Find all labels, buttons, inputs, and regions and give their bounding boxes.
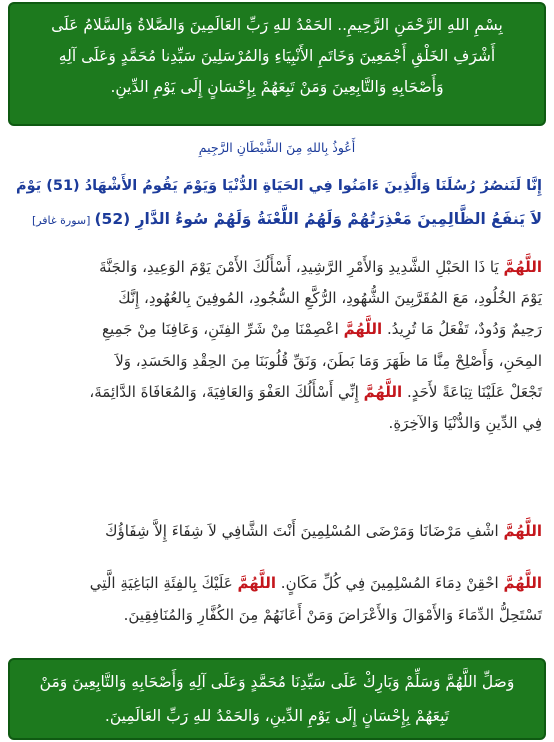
opening-line: أَشْرَفِ الخَلْقِ أَجْمَعِينَ وَخَاتَمِ الأَنْبِيَاءِ وَالمُرْسَلِينَ سَيِّدِنا مُحَمَّدٍ وَعَلَى آلِهِ: [58, 47, 496, 65]
dua-text: رَحِيمٌ وَدُودٌ، تَفْعَلُ مَا تُرِيدُ.: [386, 320, 542, 338]
quran-verse-line: [12, 210, 542, 228]
dua-line: يَوْمَ الخُلُودِ، مَعَ المُقَرَّبِينَ الشُّهُودِ، الرُّكَّعِ السُّجُودِ، المُوفِينَ بِالعُهُودِ، إِنَّكَ: [118, 289, 542, 307]
opening-line: وَأَصْحَابِهِ وَالتَّابِعِينَ وَمَنْ تَبِعَهُمْ بِإِحْسَانٍ إِلَى يَوْمِ الدِّينِ.: [110, 78, 444, 96]
closing-line: تَبِعَهُمْ بِإِحْسَانٍ إِلَى يَوْمِ الدِّينِ، وَالحَمْدُ للهِ رَبِّ العَالَمِينَ.: [104, 707, 450, 725]
dua-text: اعْصِمْنَا مِنْ شَرِّ الفِتَنِ، وَعَافِنَا مِنْ جَمِيعِ: [101, 320, 339, 338]
dua-text: احْقِنْ دِمَاءَ المُسْلِمِينَ فِي كُلِّ مَكَانٍ.: [280, 574, 499, 592]
dua-text: تَجْعَلْ عَلَيْنَا تِبَاعَةً لأَحَدٍ.: [406, 383, 542, 401]
dua-line: [12, 574, 542, 592]
dua-line: [12, 383, 542, 401]
allahumma-word: اللَّهُمَّ: [363, 383, 403, 401]
allahumma-word: اللَّهُمَّ: [343, 320, 383, 338]
quran-verse-text: لاَ يَنفَعُ الظَّالِمِينَ مَعْذِرَتُهُمْ وَلَهُمُ اللَّعْنَةُ وَلَهُمْ سُوءُ الدَّارِ (52): [94, 210, 542, 228]
surah-reference: [سورة غافر]: [31, 214, 91, 227]
closing-line: وَصَلِّ اللَّهُمَّ وَسَلِّمْ وَبَارِكْ عَلَى سَيِّدِنَا مُحَمَّدٍ وَعَلَى آلِهِ وَأَصْحَابِهِ وَالتَّابِعِينَ وَمَنْ: [39, 673, 515, 691]
dua-line: [12, 522, 542, 540]
dua-line: تَسْتَحِلُّ الدِّمَاءَ وَالأَمْوَالَ وَالأَعْرَاضَ وَمَنْ أَعَانَهُمْ مِنَ الكُفَّارِ وَالمُنَافِقِينَ.: [123, 606, 542, 624]
dua-text: اشْفِ مَرْضَانَا وَمَرْضَى المُسْلِمِينَ أَنْتَ الشَّافِي لاَ شِفَاءَ إِلاَّ شِفَاؤُكَ: [105, 522, 499, 540]
dua-line: [12, 258, 542, 276]
allahumma-word: اللَّهُمَّ: [503, 522, 542, 540]
dua-text: إِنِّي أَسْأَلُكَ العَفْوَ وَالعَافِيَةَ، وَالمُعَافَاةَ الدَّائِمَةَ،: [89, 383, 359, 401]
dua-text: عَلَيْكَ بِالفِئَةِ البَاغِيَةِ الَّتِي: [89, 574, 233, 592]
closing-banner: [8, 658, 546, 740]
allahumma-word: اللَّهُمَّ: [503, 258, 542, 276]
quran-verse-line: إِنَّا لَنَنصُرُ رُسُلَنَا وَالَّذِينَ ءَامَنُوا فِي الحَيَاةِ الدُّنْيَا وَيَوْمَ يَقُومُ الأَشْهَادُ (51) يَوْمَ: [16, 178, 542, 194]
allahumma-word: اللَّهُمَّ: [237, 574, 277, 592]
allahumma-word: اللَّهُمَّ: [503, 574, 542, 592]
dua-line: المِحَنِ، وَأَصْلِحْ مِنَّا مَا ظَهَرَ وَمَا بَطَنَ، وَنَقِّ قُلُوبَنَا مِنَ الحِقْدِ وَالحَسَدِ، وَلاَ: [115, 352, 542, 370]
opening-line: بِسْمِ اللهِ الرَّحْمَنِ الرَّحِيمِ.. الحَمْدُ للهِ رَبِّ العَالَمِينَ وَالصَّلاةُ وَالسَّلامُ عَلَى: [51, 16, 503, 34]
opening-banner: [8, 2, 546, 126]
istiadha-line: أَعُوذُ بِاللهِ مِنَ الشَّيْطَانِ الرَّجِيمِ: [198, 140, 356, 155]
dua-line: [12, 320, 542, 338]
dua-line: فِي الدِّينِ وَالدُّنْيَا وَالآخِرَةِ.: [388, 414, 542, 432]
dua-text: يَا ذَا الحَبْلِ الشَّدِيدِ وَالأَمْرِ الرَّشِيدِ، أَسْأَلُكَ الأَمْنَ يَوْمَ الوَعِيدِ، وَالجَنَّةَ: [99, 258, 499, 276]
